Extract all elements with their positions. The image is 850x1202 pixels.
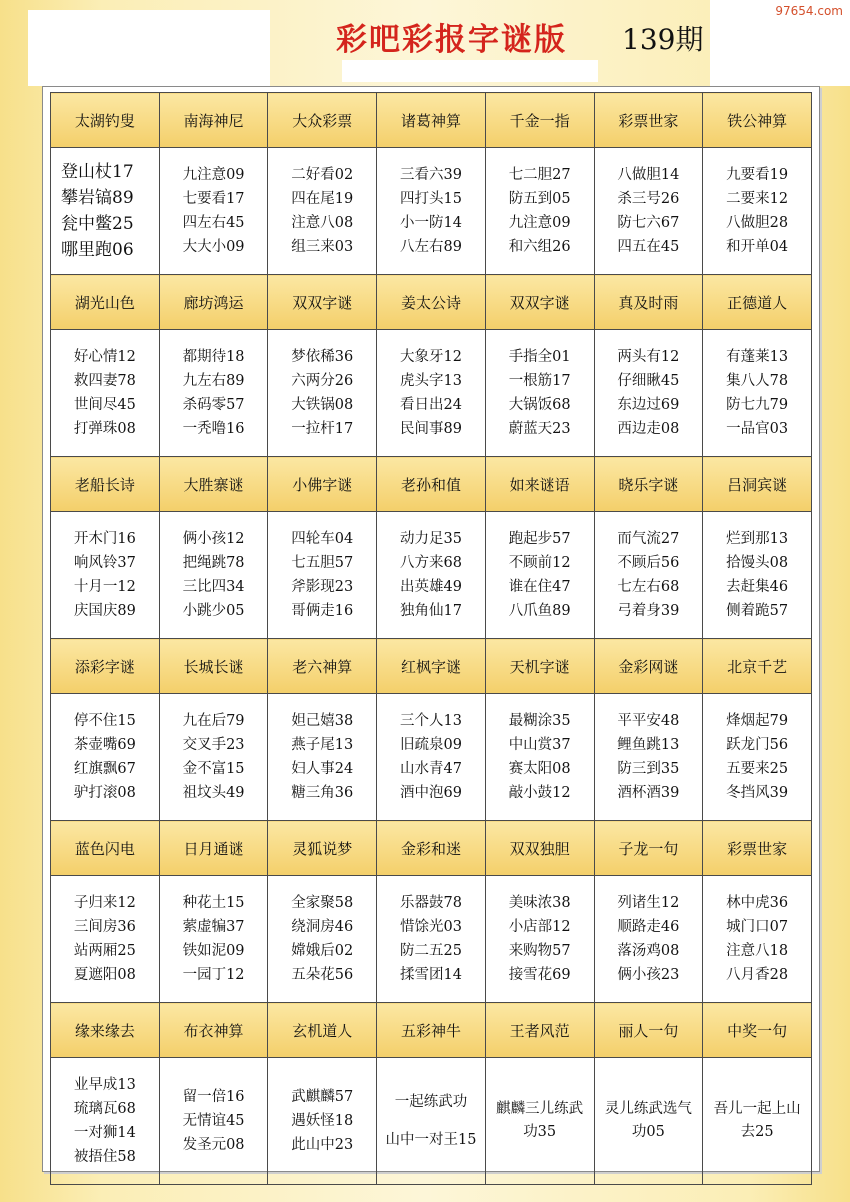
clue-line: 而气流27 [617, 531, 680, 547]
clue-line: 此山中23 [291, 1137, 354, 1153]
clue-line: 谁在住47 [508, 579, 571, 595]
clue-line: 好心情12 [73, 349, 136, 365]
column-header: 添彩字谜 [51, 639, 160, 694]
clue-cell [594, 1058, 703, 1185]
header-row [51, 1003, 812, 1058]
clue-row [51, 512, 812, 639]
clue-line: 旧疏泉09 [399, 737, 462, 753]
clue-cell [51, 512, 160, 639]
clue-line: 烽烟起79 [726, 713, 789, 729]
clue-line: 烂到那13 [726, 531, 789, 547]
column-header: 铁公神算 [703, 93, 812, 148]
clue-line: 十月一12 [73, 579, 136, 595]
column-header: 老六神算 [268, 639, 377, 694]
column-header: 姜太公诗 [377, 275, 486, 330]
clue-line: 大大小09 [182, 239, 245, 255]
column-header: 长城长谜 [159, 639, 268, 694]
column-header: 千金一指 [485, 93, 594, 148]
clue-line: 弓着身39 [617, 603, 680, 619]
column-header: 缘来缘去 [51, 1003, 160, 1058]
clue-line: 武麒麟57 [291, 1089, 354, 1105]
clue-line: 平平安48 [617, 713, 680, 729]
clue-line: 山中一对王15 [385, 1132, 477, 1148]
clue-cell [377, 1058, 486, 1185]
clue-line: 最糊涂35 [508, 713, 571, 729]
column-header: 正德道人 [703, 275, 812, 330]
clue-line: 一对狮14 [73, 1125, 136, 1141]
clue-line: 俩小孩23 [617, 967, 680, 983]
clue-cell [268, 694, 377, 821]
column-header: 中奖一句 [703, 1003, 812, 1058]
clue-line: 五要来25 [726, 761, 789, 777]
clue-line: 美味浓38 [508, 895, 571, 911]
clue-line: 种花土15 [182, 895, 245, 911]
clue-line: 七要看17 [182, 191, 245, 207]
clue-line: 列诸生12 [617, 895, 680, 911]
clue-line: 不顾前12 [508, 555, 571, 571]
clue-line: 二要来12 [726, 191, 789, 207]
clue-line: 两头有12 [617, 349, 680, 365]
clue-line: 哥俩走16 [291, 603, 354, 619]
column-header: 丽人一句 [594, 1003, 703, 1058]
clue-line: 和六组26 [508, 239, 571, 255]
clue-line: 山水青47 [399, 761, 462, 777]
clue-line: 八做胆14 [617, 167, 680, 183]
clue-cell [703, 148, 812, 275]
clue-line: 跃龙门56 [726, 737, 789, 753]
clue-line: 七左右68 [617, 579, 680, 595]
clue-line: 麒麟三儿练武功35 [496, 1101, 584, 1140]
clue-cell [159, 512, 268, 639]
clue-line: 被捂住58 [73, 1149, 136, 1165]
clue-line: 登山杖17 [61, 162, 134, 182]
clue-line: 二好看02 [291, 167, 354, 183]
clue-line: 六两分26 [291, 373, 354, 389]
clue-line: 妲己嬉38 [291, 713, 354, 729]
clue-line: 三比四34 [182, 579, 245, 595]
clue-line: 民间事89 [399, 421, 462, 437]
clue-line: 杀码零57 [182, 397, 245, 413]
clue-line: 四打头15 [399, 191, 462, 207]
clue-line: 大象牙12 [399, 349, 462, 365]
clue-line: 遇妖怪18 [291, 1113, 354, 1129]
clue-line: 响风铃37 [73, 555, 136, 571]
clue-line: 一品官03 [726, 421, 789, 437]
clue-line: 五朵花56 [291, 967, 354, 983]
clue-cell [159, 330, 268, 457]
column-header: 真及时雨 [594, 275, 703, 330]
clue-line: 拾馒头08 [726, 555, 789, 571]
clue-cell [485, 148, 594, 275]
clue-line: 九左右89 [182, 373, 245, 389]
clue-line: 茶壶嘴69 [73, 737, 136, 753]
clue-line: 酒杯酒39 [617, 785, 680, 801]
clue-line: 接雪花69 [508, 967, 571, 983]
clue-line: 一根筋17 [508, 373, 571, 389]
clue-line: 小店部12 [508, 919, 571, 935]
clue-cell [377, 512, 486, 639]
clue-cell [377, 330, 486, 457]
clue-cell [51, 148, 160, 275]
column-header: 吕洞宾谜 [703, 457, 812, 512]
column-header: 日月通谜 [159, 821, 268, 876]
clue-line: 四左右45 [182, 215, 245, 231]
column-header: 玄机道人 [268, 1003, 377, 1058]
clue-cell [159, 876, 268, 1003]
clue-cell [485, 1058, 594, 1185]
column-header: 北京千艺 [703, 639, 812, 694]
clue-line: 防二五25 [399, 943, 462, 959]
column-header: 彩票世家 [703, 821, 812, 876]
clue-line: 和开单04 [726, 239, 789, 255]
clue-line: 揉雪团14 [399, 967, 462, 983]
clue-line: 酒中泡69 [399, 785, 462, 801]
clue-line: 灵儿练武选气功05 [604, 1101, 692, 1140]
clue-cell [51, 1058, 160, 1185]
column-header: 天机字谜 [485, 639, 594, 694]
clue-line: 中山赏37 [508, 737, 571, 753]
clue-line: 八月香28 [726, 967, 789, 983]
clue-line: 一园丁12 [182, 967, 245, 983]
clue-cell [377, 876, 486, 1003]
clue-line: 西边走08 [617, 421, 680, 437]
column-header: 太湖钓叟 [51, 93, 160, 148]
column-header: 红枫字谜 [377, 639, 486, 694]
clue-line: 小跳少05 [182, 603, 245, 619]
clue-line: 世间尽45 [73, 397, 136, 413]
clue-line: 把绳跳78 [182, 555, 245, 571]
column-header: 彩票世家 [594, 93, 703, 148]
clue-line: 驴打滚08 [73, 785, 136, 801]
clue-line: 大锅饭68 [508, 397, 571, 413]
clue-line: 斧影现23 [291, 579, 354, 595]
clue-line: 注意八18 [726, 943, 789, 959]
clue-line: 救四妻78 [73, 373, 136, 389]
clue-line: 不顾后56 [617, 555, 680, 571]
clue-line: 三个人13 [399, 713, 462, 729]
column-header: 晓乐字谜 [594, 457, 703, 512]
clue-line: 虎头字13 [399, 373, 462, 389]
column-header: 小佛字谜 [268, 457, 377, 512]
clue-line: 留一倍16 [182, 1089, 245, 1105]
clue-line: 开木门16 [73, 531, 136, 547]
clue-cell [377, 694, 486, 821]
clue-line: 八方来68 [399, 555, 462, 571]
clue-cell [703, 876, 812, 1003]
clue-line: 糖三角36 [291, 785, 354, 801]
clue-line: 八左右89 [399, 239, 462, 255]
clue-line: 仔细瞅45 [617, 373, 680, 389]
column-header: 湖光山色 [51, 275, 160, 330]
clue-line: 都期待18 [182, 349, 245, 365]
clue-cell [594, 876, 703, 1003]
clue-line: 燕子尾13 [291, 737, 354, 753]
clue-row [51, 1058, 812, 1185]
column-header: 双双字谜 [268, 275, 377, 330]
clue-cell [703, 330, 812, 457]
puzzle-sheet [42, 86, 820, 1172]
clue-line: 红旗飘67 [73, 761, 136, 777]
clue-cell [159, 1058, 268, 1185]
column-header: 布衣神算 [159, 1003, 268, 1058]
header-row [51, 93, 812, 148]
clue-line: 防三到35 [617, 761, 680, 777]
clue-line: 四在尾19 [291, 191, 354, 207]
clue-line: 梦依稀36 [291, 349, 354, 365]
clue-line: 城门口07 [726, 919, 789, 935]
clue-line: 发圣元08 [182, 1137, 245, 1153]
clue-line: 三间房36 [73, 919, 136, 935]
clue-cell [594, 330, 703, 457]
clue-line: 杀三号26 [617, 191, 680, 207]
clue-line: 顺路走46 [617, 919, 680, 935]
puzzle-table [50, 92, 812, 1185]
clue-line: 四轮车04 [291, 531, 354, 547]
column-header: 王者风范 [485, 1003, 594, 1058]
column-header: 南海神尼 [159, 93, 268, 148]
header-row [51, 457, 812, 512]
clue-line: 防五到05 [508, 191, 571, 207]
column-header: 廊坊鸿运 [159, 275, 268, 330]
column-header: 双双独胆 [485, 821, 594, 876]
clue-line: 四五在45 [617, 239, 680, 255]
clue-line: 一拉杆17 [291, 421, 354, 437]
clue-line: 九在后79 [182, 713, 245, 729]
clue-line: 萦虚犏37 [182, 919, 245, 935]
column-header: 双双字谜 [485, 275, 594, 330]
column-header: 如来谜语 [485, 457, 594, 512]
clue-cell [703, 512, 812, 639]
clue-cell [485, 876, 594, 1003]
clue-line: 来购物57 [508, 943, 571, 959]
page-title: 彩吧彩报字谜版 [336, 22, 567, 58]
clue-line: 落汤鸡08 [617, 943, 680, 959]
clue-line: 出英雄49 [399, 579, 462, 595]
clue-line: 防七九79 [726, 397, 789, 413]
clue-line: 侧着跪57 [726, 603, 789, 619]
clue-line: 哪里跑06 [61, 240, 134, 260]
clue-line: 八做胆28 [726, 215, 789, 231]
clue-cell [51, 330, 160, 457]
clue-cell [268, 330, 377, 457]
clue-line: 金不富15 [182, 761, 245, 777]
clue-line: 瓮中鳖25 [61, 214, 134, 234]
clue-cell [51, 876, 160, 1003]
clue-line: 夏遮阳08 [73, 967, 136, 983]
clue-line: 全家聚58 [291, 895, 354, 911]
clue-line: 大铁锅08 [291, 397, 354, 413]
clue-row [51, 876, 812, 1003]
clue-cell [594, 694, 703, 821]
clue-cell [268, 1058, 377, 1185]
clue-cell [594, 148, 703, 275]
clue-cell [159, 694, 268, 821]
clue-line: 独角仙17 [399, 603, 462, 619]
clue-line: 看日出24 [399, 397, 462, 413]
clue-line: 九要看19 [726, 167, 789, 183]
clue-line: 敲小鼓12 [508, 785, 571, 801]
column-header: 金彩网谜 [594, 639, 703, 694]
white-panel-left [28, 10, 270, 86]
clue-line: 祖坟头49 [182, 785, 245, 801]
clue-line: 琉璃瓦68 [73, 1101, 136, 1117]
clue-line: 东边过69 [617, 397, 680, 413]
clue-cell [703, 1058, 812, 1185]
clue-line: 九注意09 [182, 167, 245, 183]
clue-line: 小一防14 [399, 215, 462, 231]
clue-row [51, 330, 812, 457]
clue-line: 一秃噜16 [182, 421, 245, 437]
clue-line: 绕洞房46 [291, 919, 354, 935]
column-header: 诸葛神算 [377, 93, 486, 148]
clue-line: 跑起步57 [508, 531, 571, 547]
clue-line: 林中虎36 [726, 895, 789, 911]
clue-line: 无情谊45 [182, 1113, 245, 1129]
column-header: 老孙和值 [377, 457, 486, 512]
clue-row [51, 694, 812, 821]
clue-line: 乐器鼓78 [399, 895, 462, 911]
clue-line: 冬挡风39 [726, 785, 789, 801]
column-header: 子龙一句 [594, 821, 703, 876]
column-header: 蓝色闪电 [51, 821, 160, 876]
spacer [377, 1114, 485, 1128]
clue-line: 注意八08 [291, 215, 354, 231]
clue-line: 九注意09 [508, 215, 571, 231]
column-header: 大胜寨谜 [159, 457, 268, 512]
clue-line: 蔚蓝天23 [508, 421, 571, 437]
clue-cell [51, 694, 160, 821]
clue-line: 赛太阳08 [508, 761, 571, 777]
column-header: 灵狐说梦 [268, 821, 377, 876]
issue-number: 139期 [622, 23, 704, 56]
clue-line: 七二胆27 [508, 167, 571, 183]
clue-line: 惜馀光03 [399, 919, 462, 935]
column-header: 金彩和迷 [377, 821, 486, 876]
clue-line: 去赶集46 [726, 579, 789, 595]
clue-line: 动力足35 [399, 531, 462, 547]
clue-line: 子归来12 [73, 895, 136, 911]
clue-line: 站两厢25 [73, 943, 136, 959]
clue-line: 打弹珠08 [73, 421, 136, 437]
clue-cell [159, 148, 268, 275]
clue-line: 一起练武功 [394, 1094, 468, 1110]
clue-cell [377, 148, 486, 275]
column-header: 老船长诗 [51, 457, 160, 512]
clue-line: 庆国庆89 [73, 603, 136, 619]
clue-line: 防七六67 [617, 215, 680, 231]
clue-line: 七五胆57 [291, 555, 354, 571]
clue-line: 妇人事24 [291, 761, 354, 777]
clue-cell [485, 694, 594, 821]
column-header: 五彩神牛 [377, 1003, 486, 1058]
clue-cell [268, 148, 377, 275]
header-row [51, 821, 812, 876]
clue-line: 手指全01 [508, 349, 571, 365]
clue-line: 俩小孩12 [182, 531, 245, 547]
header-row [51, 639, 812, 694]
clue-row [51, 148, 812, 275]
clue-cell [268, 512, 377, 639]
clue-line: 铁如泥09 [182, 943, 245, 959]
clue-line: 有蓬莱13 [726, 349, 789, 365]
clue-line: 三看六39 [399, 167, 462, 183]
clue-line: 业早成13 [73, 1077, 136, 1093]
clue-line: 集八人78 [726, 373, 789, 389]
column-header: 大众彩票 [268, 93, 377, 148]
clue-line: 嫦娥后02 [291, 943, 354, 959]
clue-line: 停不住15 [73, 713, 136, 729]
clue-line: 八爪鱼89 [508, 603, 571, 619]
clue-line: 交叉手23 [182, 737, 245, 753]
clue-line: 吾儿一起上山去25 [713, 1101, 801, 1140]
header-row [51, 275, 812, 330]
white-panel-middle [342, 60, 598, 82]
clue-cell [594, 512, 703, 639]
clue-cell [268, 876, 377, 1003]
clue-cell [485, 330, 594, 457]
clue-line: 鲤鱼跳13 [617, 737, 680, 753]
clue-cell [703, 694, 812, 821]
clue-line: 组三来03 [291, 239, 354, 255]
clue-line: 攀岩镐89 [61, 188, 134, 208]
watermark-text: 97654.com [772, 4, 846, 18]
clue-cell [485, 512, 594, 639]
